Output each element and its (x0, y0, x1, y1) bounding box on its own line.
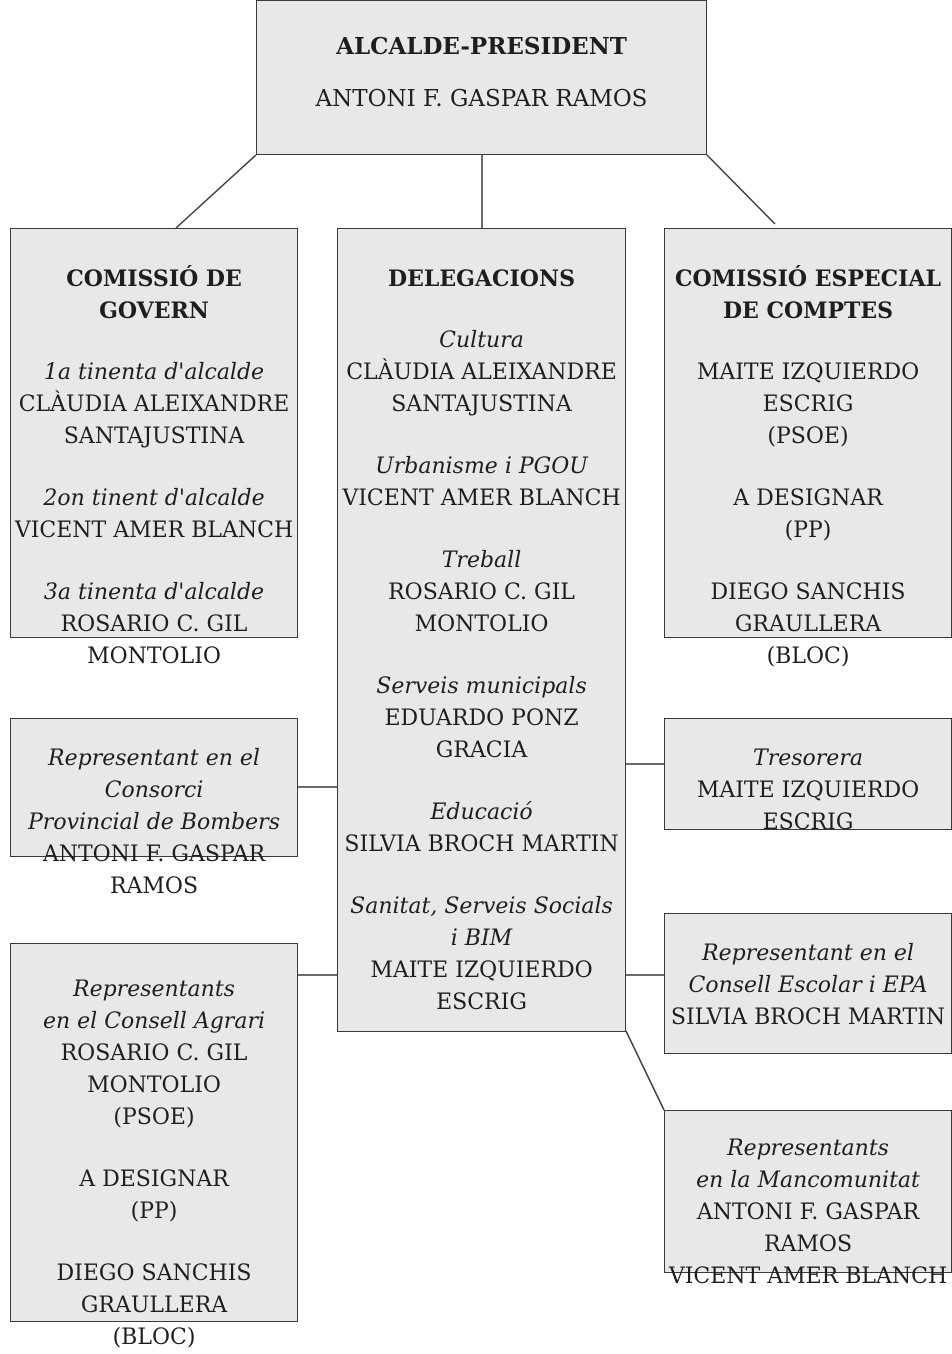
delegacions-box (337, 228, 626, 1032)
bombers-name: ANTONI F. GASPAR RAMOS (42, 842, 266, 899)
tresorera-box (664, 718, 952, 835)
tresorera-role: Tresorera (753, 746, 863, 771)
agrari-member-party: (BLOC) (112, 1325, 196, 1350)
bombers-role: Representant en el Consorci (48, 746, 260, 803)
delegacio-name: SANTAJUSTINA (391, 392, 572, 417)
alcalde-president-box (256, 0, 707, 155)
especial-member-name: DIEGO SANCHIS GRAULLERA (710, 580, 906, 637)
agrari-member-party: (PP) (130, 1199, 178, 1224)
mancomunitat-name: VICENT AMER BLANCH (668, 1264, 948, 1289)
agrari-member-party: (PSOE) (113, 1105, 195, 1130)
alcalde-title: ALCALDE-PRESIDENT (336, 33, 627, 60)
delegacions-title: DELEGACIONS (388, 266, 575, 292)
agrari-role: Representants (73, 977, 235, 1002)
govern-role: 2on tinent d'alcalde (43, 486, 265, 511)
comissio-especial-title: DE COMPTES (722, 298, 894, 324)
govern-role: 1a tinenta d'alcalde (43, 360, 265, 385)
delegacio-area: Treball (441, 548, 522, 573)
agrari-role: en el Consell Agrari (42, 1009, 265, 1034)
govern-name: VICENT AMER BLANCH (14, 518, 294, 543)
govern-name: SANTAJUSTINA (63, 424, 245, 449)
delegacio-name: EDUARDO PONZ GRACIA (384, 706, 579, 763)
delegacio-area: Sanitat, Serveis Socials (350, 894, 613, 919)
agrari-member-name: ROSARIO C. GIL MONTOLIO (60, 1041, 248, 1098)
mancomunitat-box (664, 1110, 952, 1289)
delegacio-area: Educació (430, 800, 533, 825)
delegacio-name: VICENT AMER BLANCH (342, 486, 621, 511)
mancomunitat-role: en la Mancomunitat (696, 1168, 920, 1193)
comissio-govern-box (10, 228, 298, 669)
govern-name: CLÀUDIA ALEIXANDRE (18, 392, 290, 417)
escolar-role: Representant en el (702, 941, 914, 966)
consell-agrari-box (10, 943, 298, 1350)
connector-delegacions-to-mancomunitat (626, 1031, 664, 1110)
alcalde-name: ANTONI F. GASPAR RAMOS (315, 86, 648, 112)
connector-top-to-govern (176, 155, 256, 228)
connector-top-to-especial (707, 155, 775, 224)
delegacio-area: Cultura (439, 328, 524, 353)
delegacio-name: SILVIA BROCH MARTIN (344, 832, 619, 857)
agrari-member-name: A DESIGNAR (79, 1167, 229, 1192)
especial-member-party: (BLOC) (766, 644, 850, 669)
agrari-member-name: DIEGO SANCHIS GRAULLERA (56, 1261, 252, 1318)
comissio-especial-title: COMISSIÓ ESPECIAL (674, 266, 942, 292)
especial-member-name: A DESIGNAR (733, 486, 883, 511)
mancomunitat-role: Representants (727, 1136, 889, 1161)
delegacio-area: Urbanisme i PGOU (375, 454, 588, 479)
consell-escolar-box (664, 913, 952, 1054)
delegacio-name: ROSARIO C. GIL MONTOLIO (388, 580, 575, 637)
mancomunitat-name: ANTONI F. GASPAR RAMOS (696, 1200, 920, 1257)
comissio-govern-title: COMISSIÓ DE GOVERN (66, 266, 242, 324)
govern-role: 3a tinenta d'alcalde (43, 580, 265, 605)
delegacio-area: Serveis municipals (376, 674, 587, 699)
delegacio-name: MAITE IZQUIERDO ESCRIG (370, 958, 593, 1015)
escolar-name: SILVIA BROCH MARTIN (670, 1005, 946, 1030)
escolar-role: Consell Escolar i EPA (688, 973, 928, 998)
especial-member-name: MAITE IZQUIERDO ESCRIG (696, 360, 920, 417)
especial-member-party: (PP) (784, 518, 832, 543)
bombers-box (10, 718, 298, 899)
govern-name: ROSARIO C. GIL MONTOLIO (60, 612, 248, 669)
especial-member-party: (PSOE) (767, 424, 849, 449)
tresorera-name: MAITE IZQUIERDO ESCRIG (696, 778, 920, 835)
delegacio-area: i BIM (450, 926, 513, 951)
comissio-especial-box (664, 228, 952, 669)
delegacio-name: CLÀUDIA ALEIXANDRE (346, 360, 617, 385)
bombers-role: Provincial de Bombers (28, 810, 280, 835)
